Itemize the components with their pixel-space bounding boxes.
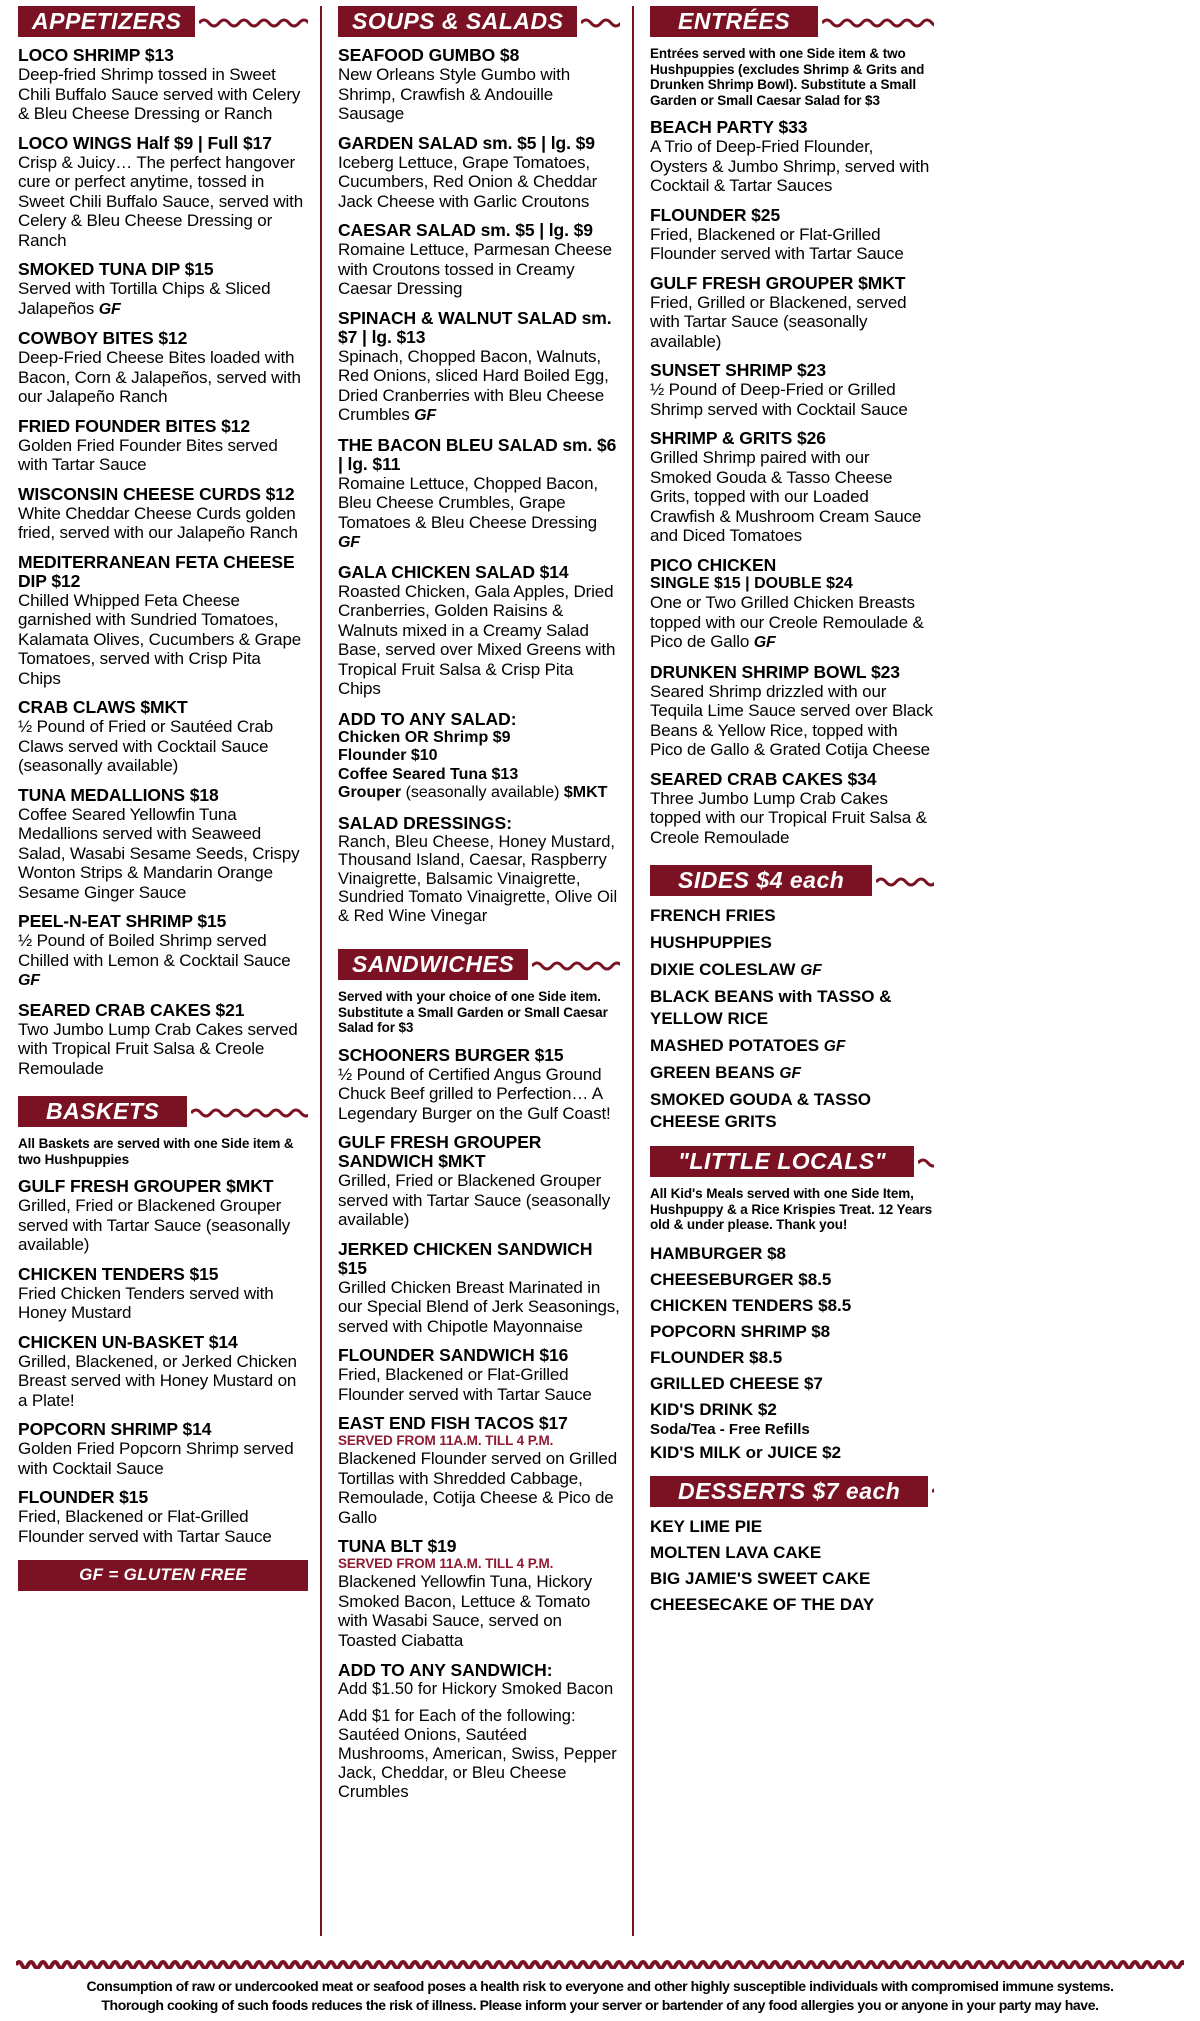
squiggle-divider-icon bbox=[822, 16, 934, 28]
item-description: Fried, Grilled or Blackened, served with Tartar Sauce (seasonally available) bbox=[650, 292, 907, 351]
item-name: SHRIMP & GRITS $26 bbox=[650, 428, 826, 448]
little-locals-intro-text: All Kid's Meals served with one Side Item, Hushpuppy & a Rice Krispies Treat. 12 Years old & under please. Thank you! bbox=[650, 1186, 933, 1232]
item-name: SUNSET SHRIMP $23 bbox=[650, 360, 826, 380]
squiggle-divider-icon bbox=[581, 16, 620, 28]
item-description: Deep-Fried Cheese Bites loaded with Bacon, Corn & Jalapeños, served with our Jalapeño Ranch bbox=[18, 348, 301, 406]
little-locals-item-list bbox=[650, 1243, 934, 1464]
menu-item bbox=[18, 553, 308, 689]
add-to-salad-option bbox=[338, 784, 620, 803]
menu-item bbox=[18, 1265, 308, 1323]
item-time-note: SERVED FROM 11A.M. TILL 4 P.M. bbox=[338, 1433, 554, 1448]
add-to-salad-option: Chicken OR Shrimp $9 bbox=[338, 728, 511, 746]
item-description-text: ½ Pound of Boiled Shrimp served Chilled with Lemon & Cocktail Sauce bbox=[18, 931, 291, 970]
item-description: Grilled Shrimp paired with our Smoked Gouda & Tasso Cheese Grits, topped with our Loaded Crawfish & Mushroom Cream Sauce and Diced Tomatoes bbox=[650, 448, 922, 545]
item-name: SCHOONERS BURGER $15 bbox=[338, 1044, 564, 1065]
menu-item bbox=[18, 1177, 308, 1255]
salad-dressings-list: Ranch, Bleu Cheese, Honey Mustard, Thousand Island, Caesar, Raspberry Vinaigrette, Balsamic Vinaigrette, Sundried Tomato Vinaigrette, Olive Oil & Red Wine Vinegar bbox=[338, 832, 618, 925]
menu-item bbox=[650, 118, 934, 196]
menu-item bbox=[338, 563, 620, 699]
gluten-free-tag: GF bbox=[18, 972, 40, 989]
gluten-free-tag: GF bbox=[800, 962, 822, 979]
menu-item bbox=[18, 417, 308, 475]
sides-item-list bbox=[650, 905, 934, 1134]
item-name: TUNA BLT $19 bbox=[338, 1536, 457, 1556]
menu-item bbox=[338, 309, 620, 426]
item-description bbox=[338, 474, 620, 553]
side-item-label: HUSHPUPPIES bbox=[650, 933, 772, 952]
side-item bbox=[650, 959, 934, 982]
dessert-item: MOLTEN LAVA CAKE bbox=[650, 1542, 822, 1562]
add-to-salad-block bbox=[338, 709, 620, 803]
item-description: Iceberg Lettuce, Grape Tomatoes, Cucumbers, Red Onion & Cheddar Jack Cheese with Garlic Croutons bbox=[338, 152, 598, 211]
section-header-desserts bbox=[650, 1476, 934, 1507]
menu-item bbox=[338, 46, 620, 124]
item-name: JERKED CHICKEN SANDWICH $15 bbox=[338, 1238, 593, 1278]
add-to-sandwich-heading: ADD TO ANY SANDWICH: bbox=[338, 1660, 553, 1680]
item-description: Two Jumbo Lump Crab Cakes served with Tropical Fruit Salsa & Creole Remoulade bbox=[18, 1019, 298, 1078]
menu-item bbox=[338, 1346, 620, 1404]
add-to-salad-option: Flounder $10 bbox=[338, 747, 438, 764]
side-item-label: SMOKED GOUDA & TASSO CHEESE GRITS bbox=[650, 1090, 872, 1131]
item-description: ½ Pound of Certified Angus Ground Chuck Beef grilled to Perfection… A Legendary Burger on the Gulf Coast! bbox=[338, 1064, 611, 1123]
item-name: BEACH PARTY $33 bbox=[650, 117, 808, 137]
dessert-item: CHEESECAKE OF THE DAY bbox=[650, 1594, 875, 1614]
item-description: Fried, Blackened or Flat-Grilled Flounder served with Tartar Sauce bbox=[18, 1507, 272, 1546]
item-description: Fried, Blackened or Flat-Grilled Flounder served with Tartar Sauce bbox=[650, 224, 904, 263]
kids-item: CHICKEN TENDERS $8.5 bbox=[650, 1295, 852, 1315]
menu-item bbox=[338, 1240, 620, 1337]
item-name: DRUNKEN SHRIMP BOWL $23 bbox=[650, 661, 900, 682]
add-to-sandwich-option: Add $1 for Each of the following: Sautéed Onions, Sautéed Mushrooms, American, Swiss, Pepper Jack, Cheddar, or Bleu Cheese Crumbles bbox=[338, 1707, 617, 1801]
item-description: Blackened Yellowfin Tuna, Hickory Smoked Bacon, Lettuce & Tomato with Wasabi Sauce, served on Toasted Ciabatta bbox=[338, 1572, 592, 1650]
item-name: CHICKEN UN-BASKET $14 bbox=[18, 1331, 238, 1352]
kids-item: HAMBURGER $8 bbox=[650, 1243, 787, 1263]
item-description: Romaine Lettuce, Parmesan Cheese with Croutons tossed in Creamy Caesar Dressing bbox=[338, 240, 612, 298]
item-name: FLOUNDER $15 bbox=[18, 1487, 149, 1507]
add-to-salad-option: Coffee Seared Tuna $13 bbox=[338, 765, 519, 783]
dessert-item: KEY LIME PIE bbox=[650, 1516, 763, 1536]
item-description: Grilled Chicken Breast Marinated in our Special Blend of Jerk Seasonings, served with Chipotle Mayonnaise bbox=[338, 1277, 620, 1336]
menu-item bbox=[338, 1046, 620, 1124]
menu-item bbox=[338, 436, 620, 553]
kids-item: KID'S DRINK $2 bbox=[650, 1399, 777, 1419]
section-banner-label: SANDWICHES bbox=[338, 949, 528, 980]
section-header-baskets bbox=[18, 1096, 308, 1127]
item-name: GULF FRESH GROUPER $MKT bbox=[650, 272, 906, 293]
item-description: Three Jumbo Lump Crab Cakes topped with our Tropical Fruit Salsa & Creole Remoulade bbox=[650, 788, 927, 847]
salad-dressings-block bbox=[338, 813, 620, 926]
item-name: SEARED CRAB CAKES $21 bbox=[18, 999, 245, 1020]
section-header-soups-salads bbox=[338, 6, 620, 37]
side-item bbox=[650, 986, 934, 1031]
item-description: Fried, Blackened or Flat-Grilled Flounder served with Tartar Sauce bbox=[338, 1365, 592, 1404]
item-description: Grilled, Blackened, or Jerked Chicken Breast served with Honey Mustard on a Plate! bbox=[18, 1351, 297, 1410]
squiggle-divider-icon bbox=[199, 16, 308, 28]
side-item bbox=[650, 1089, 934, 1134]
item-name: CHICKEN TENDERS $15 bbox=[18, 1263, 219, 1284]
item-description: Crisp & Juicy… The perfect hangover cure or perfect anytime, tossed in Sweet Chili Buffalo Sauce, served with Celery & Bleu Cheese Dressing or Ranch bbox=[18, 152, 304, 250]
item-description bbox=[650, 593, 934, 653]
side-item bbox=[650, 1035, 934, 1058]
item-price-variants: SINGLE $15 | DOUBLE $24 bbox=[650, 574, 853, 592]
menu-item bbox=[338, 1537, 620, 1650]
item-name: EAST END FISH TACOS $17 bbox=[338, 1413, 568, 1433]
section-header-appetizers bbox=[18, 6, 308, 37]
item-description-text: Spinach, Chopped Bacon, Walnuts, Red Onions, sliced Hard Boiled Egg, Dried Cranberries with Bleu Cheese Crumbles bbox=[338, 346, 609, 424]
squiggle-divider-icon bbox=[932, 1485, 934, 1497]
column-appetizers-baskets bbox=[8, 6, 320, 1936]
side-item-label: BLACK BEANS with TASSO & YELLOW RICE bbox=[650, 987, 892, 1028]
appetizers-item-list bbox=[18, 46, 308, 1078]
item-description: New Orleans Style Gumbo with Shrimp, Crawfish & Andouille Sausage bbox=[338, 65, 570, 123]
menu-item bbox=[18, 485, 308, 543]
section-header-little-locals bbox=[650, 1146, 934, 1177]
item-name: PEEL-N-EAT SHRIMP $15 bbox=[18, 911, 227, 931]
menu-item bbox=[18, 260, 308, 319]
menu-item bbox=[18, 698, 308, 776]
item-name: POPCORN SHRIMP $14 bbox=[18, 1419, 212, 1439]
item-description bbox=[18, 931, 308, 991]
squiggle-divider-icon bbox=[918, 1156, 934, 1168]
squiggle-divider-icon bbox=[191, 1106, 308, 1118]
side-item-label: GREEN BEANS bbox=[650, 1063, 780, 1082]
add-to-sandwich-option: Add $1.50 for Hickory Smoked Bacon bbox=[338, 1680, 614, 1698]
item-description: Coffee Seared Yellowfin Tuna Medallions served with Seaweed Salad, Wasabi Sesame Seeds, Crispy Wonton Strips & Mandarin Orange Sesame Ginger Sauce bbox=[18, 804, 300, 902]
menu-item bbox=[650, 770, 934, 848]
item-name: GALA CHICKEN SALAD $14 bbox=[338, 561, 569, 582]
item-name: SEAFOOD GUMBO $8 bbox=[338, 45, 520, 65]
section-header-entrees bbox=[650, 6, 934, 37]
squiggle-divider-icon bbox=[532, 959, 620, 971]
item-description: Seared Shrimp drizzled with our Tequila Lime Sauce served over Black Beans & Yellow Rice, topped with Pico de Gallo & Grated Cotija Cheese bbox=[650, 681, 933, 759]
menu-item bbox=[18, 329, 308, 407]
item-name: FLOUNDER $25 bbox=[650, 204, 781, 225]
menu-item bbox=[650, 274, 934, 352]
desserts-item-list bbox=[650, 1516, 934, 1616]
menu-item bbox=[18, 1333, 308, 1411]
item-description: Fried Chicken Tenders served with Honey Mustard bbox=[18, 1283, 274, 1322]
gluten-free-tag: GF bbox=[98, 300, 121, 318]
item-description: Deep-fried Shrimp tossed in Sweet Chili Buffalo Sauce served with Celery & Bleu Cheese Dressing or Ranch bbox=[18, 65, 301, 123]
menu-item bbox=[650, 429, 934, 546]
entrees-intro-text: Entrées served with one Side item & two Hushpuppies (excludes Shrimp & Grits and Drunken Shrimp Bowl). Substitute a Small Garden or Small Caesar Salad for $3 bbox=[650, 46, 925, 108]
item-name: SPINACH & WALNUT SALAD sm. $7 | lg. $13 bbox=[338, 307, 612, 347]
item-description: Roasted Chicken, Gala Apples, Dried Cranberries, Golden Raisins & Walnuts mixed in a Creamy Salad Base, served over Mixed Greens with Tropical Fruit Salsa & Crisp Pita Chips bbox=[338, 581, 616, 698]
section-banner-label: SOUPS & SALADS bbox=[338, 6, 577, 37]
item-description: White Cheddar Cheese Curds golden fried, served with our Jalapeño Ranch bbox=[18, 503, 298, 542]
menu-item bbox=[18, 134, 308, 251]
item-description bbox=[18, 279, 308, 319]
item-name: LOCO SHRIMP $13 bbox=[18, 45, 174, 65]
menu-item bbox=[338, 1133, 620, 1230]
side-item-label: DIXIE COLESLAW bbox=[650, 960, 801, 979]
entrees-item-list bbox=[650, 118, 934, 847]
menu-item bbox=[650, 206, 934, 264]
item-time-note: SERVED FROM 11A.M. TILL 4 P.M. bbox=[338, 1556, 554, 1571]
kids-item-sublabel: Soda/Tea - Free Refills bbox=[650, 1420, 810, 1438]
item-description: ½ Pound of Deep-Fried or Grilled Shrimp served with Cocktail Sauce bbox=[650, 380, 908, 419]
footer-squiggle-icon bbox=[16, 1959, 1184, 1969]
side-item bbox=[650, 1062, 934, 1085]
menu-item bbox=[338, 221, 620, 299]
item-description-text: Served with Tortilla Chips & Sliced Jalapeños bbox=[18, 279, 271, 318]
section-banner-label: ENTRÉES bbox=[650, 6, 818, 37]
menu-item bbox=[18, 912, 308, 991]
kids-item: CHEESEBURGER $8.5 bbox=[650, 1269, 832, 1289]
add-to-sandwich-block bbox=[338, 1660, 620, 1802]
menu-item bbox=[650, 663, 934, 760]
gluten-free-tag: GF bbox=[779, 1065, 801, 1082]
item-name: THE BACON BLEU SALAD sm. $6 | lg. $11 bbox=[338, 434, 617, 474]
item-name: WISCONSIN CHEESE CURDS $12 bbox=[18, 483, 295, 504]
menu-item bbox=[338, 1414, 620, 1527]
squiggle-divider-icon bbox=[876, 875, 934, 887]
item-name: MEDITERRANEAN FETA CHEESE DIP $12 bbox=[18, 551, 295, 591]
item-description-text: One or Two Grilled Chicken Breasts topped with our Creole Remoulade & Pico de Gallo bbox=[650, 593, 924, 651]
add-to-salad-heading: ADD TO ANY SALAD: bbox=[338, 708, 517, 729]
menu-item bbox=[18, 1488, 308, 1546]
gluten-free-tag: GF bbox=[823, 1038, 846, 1055]
column-soups-salads-sandwiches bbox=[320, 6, 632, 1936]
item-name: FRIED FOUNDER BITES $12 bbox=[18, 415, 251, 436]
gluten-free-tag: GF bbox=[414, 407, 437, 424]
dessert-item: BIG JAMIE'S SWEET CAKE bbox=[650, 1568, 871, 1588]
kids-item: POPCORN SHRIMP $8 bbox=[650, 1321, 831, 1341]
item-description: Grilled, Fried or Blackened Grouper served with Tartar Sauce (seasonally available) bbox=[338, 1171, 611, 1229]
menu-item bbox=[338, 134, 620, 212]
sandwiches-item-list bbox=[338, 1046, 620, 1651]
item-name: CRAB CLAWS $MKT bbox=[18, 697, 188, 717]
item-name: COWBOY BITES $12 bbox=[18, 328, 188, 348]
item-description: Golden Fried Founder Bites served with Tartar Sauce bbox=[18, 435, 278, 474]
item-description-text: Romaine Lettuce, Chopped Bacon, Bleu Cheese Crumbles, Grape Tomatoes & Bleu Cheese Dressing bbox=[338, 473, 598, 532]
item-description: Grilled, Fried or Blackened Grouper served with Tartar Sauce (seasonally available) bbox=[18, 1196, 291, 1254]
side-item bbox=[650, 905, 934, 928]
add-to-salad-option-price: $MKT bbox=[563, 784, 608, 801]
side-item bbox=[650, 932, 934, 955]
baskets-item-list bbox=[18, 1177, 308, 1546]
item-name: FLOUNDER SANDWICH $16 bbox=[338, 1345, 569, 1365]
item-name: GULF FRESH GROUPER SANDWICH $MKT bbox=[338, 1132, 542, 1171]
kids-item: GRILLED CHEESE $7 bbox=[650, 1373, 823, 1393]
add-to-salad-option-label: Grouper bbox=[338, 784, 406, 801]
section-banner-label: APPETIZERS bbox=[18, 6, 195, 37]
menu-item bbox=[18, 786, 308, 903]
item-name: GULF FRESH GROUPER $MKT bbox=[18, 1176, 274, 1196]
section-banner-label: BASKETS bbox=[18, 1096, 187, 1127]
salad-dressings-heading: SALAD DRESSINGS: bbox=[338, 812, 513, 833]
menu-item bbox=[18, 1420, 308, 1478]
menu-columns bbox=[8, 6, 1192, 1936]
kids-item: FLOUNDER $8.5 bbox=[650, 1347, 783, 1367]
page-footer bbox=[0, 1959, 1200, 2021]
item-description: Chilled Whipped Feta Cheese garnished with Sundried Tomatoes, Kalamata Olives, Cucumbers & Grape Tomatoes, served with Crisp Pita Chips bbox=[18, 590, 302, 688]
item-description: Golden Fried Popcorn Shrimp served with Cocktail Sauce bbox=[18, 1439, 294, 1478]
sandwiches-intro-text: Served with your choice of one Side item. Substitute a Small Garden or Small Caesar Salad for $3 bbox=[338, 989, 608, 1035]
disclaimer-line-1: Consumption of raw or undercooked meat or seafood poses a health risk to everyone and other highly susceptible individuals with compromised immune systems. bbox=[86, 1978, 1114, 1994]
item-name: GARDEN SALAD sm. $5 | lg. $9 bbox=[338, 132, 595, 153]
menu-item bbox=[18, 46, 308, 124]
item-description: A Trio of Deep-Fried Flounder, Oysters & Jumbo Shrimp, served with Cocktail & Tartar Sauces bbox=[650, 137, 930, 195]
side-item-label: MASHED POTATOES bbox=[650, 1036, 824, 1055]
disclaimer-line-2: Thorough cooking of such foods reduces the risk of illness. Please inform your server or bartender of any food allergies you or anyone in your party may have. bbox=[101, 1997, 1099, 2013]
section-banner-label: SIDES $4 each bbox=[650, 865, 872, 896]
item-description: Blackened Flounder served on Grilled Tortillas with Shredded Cabbage, Remoulade, Cotija Cheese & Pico de Gallo bbox=[338, 1449, 618, 1527]
item-description: ½ Pound of Fried or Sautéed Crab Claws served with Cocktail Sauce (seasonally available) bbox=[18, 717, 274, 775]
gluten-free-tag: GF bbox=[753, 634, 776, 651]
section-banner-label: "LITTLE LOCALS" bbox=[650, 1146, 914, 1177]
gluten-free-legend: GF = GLUTEN FREE bbox=[18, 1560, 308, 1591]
item-name: SEARED CRAB CAKES $34 bbox=[650, 768, 877, 789]
kids-item: KID'S MILK or JUICE $2 bbox=[650, 1442, 842, 1462]
soups-salads-item-list bbox=[338, 46, 620, 699]
item-name: SMOKED TUNA DIP $15 bbox=[18, 259, 214, 279]
gluten-free-tag: GF bbox=[338, 534, 360, 551]
item-name: PICO CHICKEN bbox=[650, 554, 777, 575]
menu-item bbox=[650, 556, 934, 653]
baskets-intro-text: All Baskets are served with one Side item & two Hushpuppies bbox=[18, 1136, 294, 1167]
item-name: TUNA MEDALLIONS $18 bbox=[18, 784, 219, 805]
add-to-salad-option-note: (seasonally available) bbox=[405, 784, 564, 801]
section-header-sandwiches bbox=[338, 949, 620, 980]
item-description bbox=[338, 347, 620, 426]
item-name: LOCO WINGS Half $9 | Full $17 bbox=[18, 132, 272, 153]
column-entrees-sides-kids-desserts bbox=[632, 6, 944, 1936]
menu-item bbox=[18, 1001, 308, 1079]
menu-item bbox=[650, 361, 934, 419]
section-banner-label: DESSERTS $7 each bbox=[650, 1476, 928, 1507]
item-name: CAESAR SALAD sm. $5 | lg. $9 bbox=[338, 220, 593, 240]
section-header-sides bbox=[650, 865, 934, 896]
side-item-label: FRENCH FRIES bbox=[650, 906, 776, 925]
